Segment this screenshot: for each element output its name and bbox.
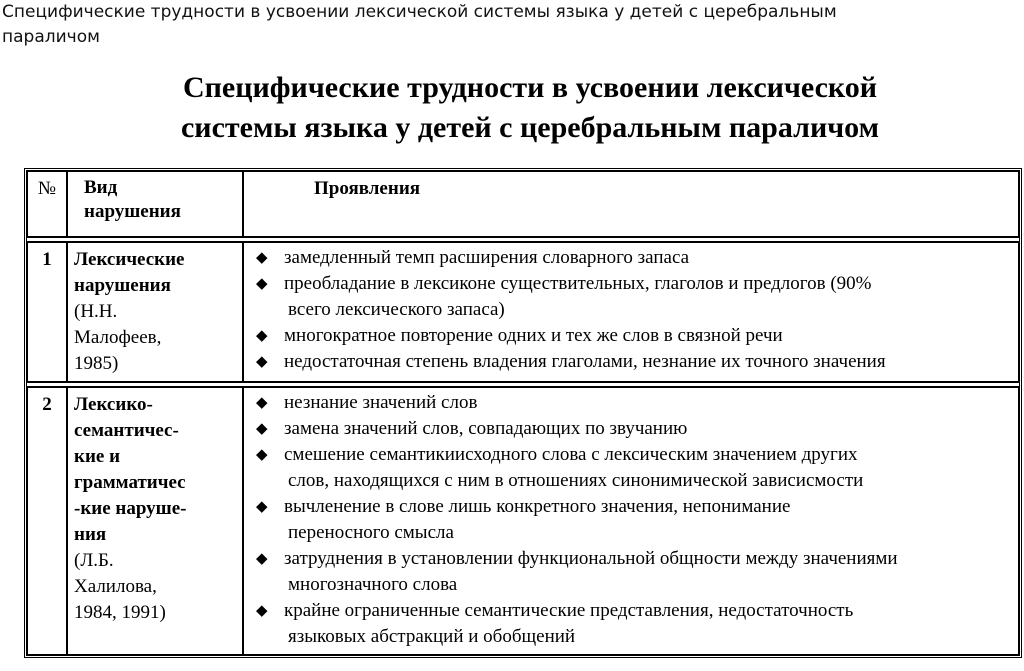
diamond-bullet-icon: ◆: [256, 328, 268, 344]
source-citation-line: (Н.Н.: [74, 301, 118, 322]
row-number: 1: [27, 242, 67, 382]
disorder-type-line: ния: [74, 524, 107, 545]
list-item-text: замедленный темп расширения словарного запаса: [284, 247, 690, 268]
header-manifestations: Проявления: [243, 171, 1019, 237]
manifestations-cell: [243, 387, 1019, 655]
source-citation-line: Халилова,: [74, 576, 157, 597]
list-item-text: языковых абстракций и обобщений: [288, 626, 576, 647]
disorder-type-line: грамматичес: [74, 472, 186, 493]
list-item: [250, 416, 1012, 442]
difficulties-table: [24, 168, 1022, 658]
diamond-bullet-icon: ◆: [256, 499, 268, 515]
list-item-text: смешение семантикиисходного слова с лексическим значением других: [284, 444, 858, 465]
list-item-text: многократное повторение одних и тех же слов в связной речи: [284, 325, 783, 346]
diamond-bullet-icon: ◆: [256, 421, 268, 437]
disorder-type-cell: [67, 242, 243, 382]
list-item-text: затруднения в установлении функциональной общности между значениями: [284, 548, 898, 569]
slide-title-line-2: системы языка у детей с церебральным параличом: [180, 111, 880, 144]
list-item: [250, 442, 1012, 494]
image-caption-line-1: Специфические трудности в усвоении лексической системы языка у детей с церебральным: [2, 2, 837, 22]
list-item-text: переносного смысла: [288, 522, 454, 543]
slide-title-line-1: Специфические трудности в усвоении лексической: [182, 71, 878, 104]
list-item: [250, 323, 1012, 349]
slide-title: [100, 68, 960, 148]
diamond-bullet-icon: ◆: [256, 603, 268, 619]
list-item-text: замена значений слов, совпадающих по звучанию: [284, 418, 688, 439]
list-item-text: крайне ограниченные семантические представления, недостаточность: [284, 600, 854, 621]
list-item-text: всего лексического запаса): [288, 299, 505, 320]
table-row: [27, 242, 1019, 382]
list-item: [250, 349, 1012, 375]
list-item: [250, 271, 1012, 323]
list-item-text: многозначного слова: [288, 574, 458, 595]
list-item: [250, 598, 1012, 650]
list-item: [250, 245, 1012, 271]
diamond-bullet-icon: ◆: [256, 395, 268, 411]
manifestations-cell: [243, 242, 1019, 382]
row-number: 2: [27, 387, 67, 655]
list-item-text: слов, находящихся с ним в отношениях синонимической зависисмости: [288, 470, 864, 491]
list-item: [250, 546, 1012, 598]
diamond-bullet-icon: ◆: [256, 250, 268, 266]
source-citation-line: 1984, 1991): [74, 602, 166, 623]
disorder-type-line: Лексические: [74, 249, 185, 270]
image-caption-line-2: параличом: [2, 27, 100, 47]
list-item-text: вычленение в слове лишь конкретного значения, непонимание: [284, 496, 791, 517]
image-caption: [2, 0, 1012, 50]
header-disorder-type-line-2: нарушения: [84, 201, 181, 222]
header-disorder-type: [67, 171, 243, 237]
disorder-type-line: Лексико-: [74, 394, 153, 415]
manifestations-list: [250, 245, 1012, 375]
source-citation-line: 1985): [74, 353, 119, 374]
disorder-type-line: нарушения: [74, 275, 171, 296]
list-item-text: недостаточная степень владения глаголами, незнание их точного значения: [284, 351, 886, 372]
header-disorder-type-line-1: Вид: [84, 177, 118, 198]
disorder-type-line: -кие наруше-: [74, 498, 187, 519]
table-header-row: [27, 171, 1019, 237]
diamond-bullet-icon: ◆: [256, 276, 268, 292]
diamond-bullet-icon: ◆: [256, 354, 268, 370]
list-item-text: преобладание в лексиконе существительных, глаголов и предлогов (90%: [284, 273, 872, 294]
source-citation-line: (Л.Б.: [74, 550, 114, 571]
disorder-type-cell: [67, 387, 243, 655]
header-number: №: [27, 171, 67, 237]
list-item-text: незнание значений слов: [284, 392, 478, 413]
table-row: [27, 387, 1019, 655]
list-item: [250, 390, 1012, 416]
diamond-bullet-icon: ◆: [256, 551, 268, 567]
difficulties-table-wrapper: [24, 168, 1022, 658]
table-body: [27, 237, 1019, 655]
list-item: [250, 494, 1012, 546]
source-citation-line: Малофеев,: [74, 327, 162, 348]
disorder-type-line: кие и: [74, 446, 121, 467]
diamond-bullet-icon: ◆: [256, 447, 268, 463]
manifestations-list: [250, 390, 1012, 650]
disorder-type-line: семантичес-: [74, 420, 179, 441]
